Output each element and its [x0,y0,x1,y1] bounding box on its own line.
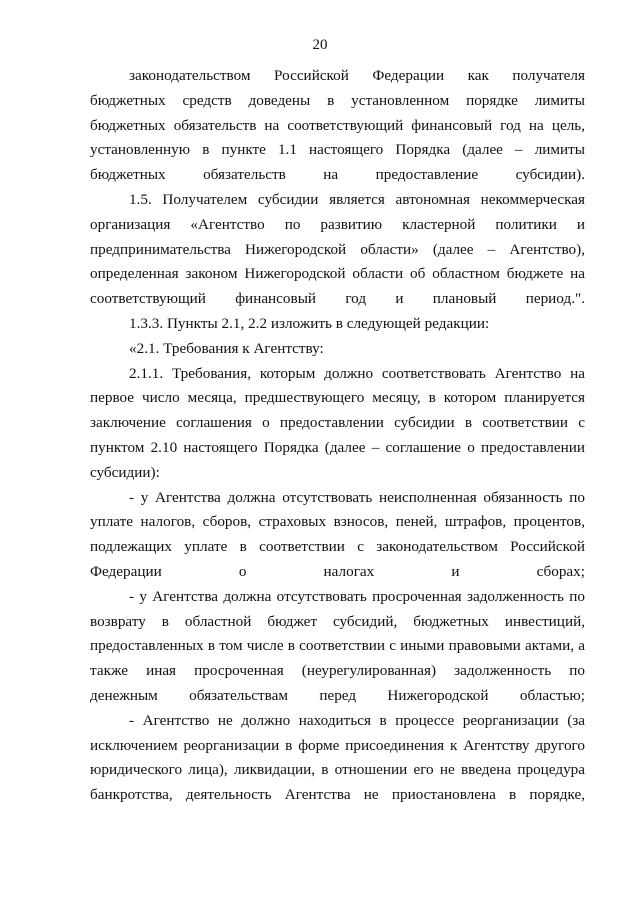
paragraph [90,64,585,188]
text-line: Федерации о налогах и сборах; [90,562,585,580]
document-body [90,64,585,808]
text-line: также иная просроченная (неурегулированная) задолженность по денежным [90,662,585,704]
text-line: на предоставление субсидии). [323,166,585,184]
paragraph [90,362,585,486]
text-line: «2.1. Требования к Агентству: [129,339,324,357]
text-line: - у Агентства должна отсутствовать просроченная задолженность по [129,587,585,605]
text-line: первое число месяца, предшествующего месяцу, в котором планируется [90,389,585,407]
text-line: обязательств на соответствующий финансовый год на цель, установленную [90,116,585,159]
text-line: банкротства, деятельность Агентства не приостановлена в порядке, [90,786,585,804]
text-line: средств доведены в установленном порядке лимиты бюджетных [90,91,585,134]
text-line: исключением реорганизации в форме присоединения к Агентству другого [90,736,585,754]
text-line: субсидии): [90,463,160,481]
text-line: законодательством Российской Федерации как получателя бюджетных [90,67,585,109]
text-line: - у Агентства должна отсутствовать неисполненная обязанность по [129,488,585,506]
paragraph [90,312,585,337]
paragraph [90,585,585,709]
text-line: уплате налогов, сборов, страховых взносов, пеней, штрафов, процентов, [90,513,585,531]
text-line: организация «Агентство по развитию кластерной политики и [90,215,585,233]
text-line: подлежащих уплате в соответствии с законодательством Российской [90,538,585,556]
paragraph [90,709,585,808]
text-line: заключение соглашения о предоставлении субсидии в соответствии с [90,414,585,432]
text-line: возврату в областной бюджет субсидий, бюджетных инвестиций, [90,612,585,630]
text-line: юридического лица), ликвидации, в отношении его не введена процедура [90,761,585,779]
paragraph [90,486,585,585]
text-line: - Агентство не должно находиться в процессе реорганизации (за [129,711,585,729]
text-line: предпринимательства Нижегородской области» (далее – Агентство), [90,240,585,258]
text-line: определенная законом Нижегородской области об областном бюджете на [90,265,585,283]
text-line: 2.1.1. Требования, которым должно соответствовать Агентство на [129,364,585,382]
text-line: обязательствам перед Нижегородской областью; [189,686,585,704]
text-line: соответствующий финансовый год и плановый период.". [90,290,585,308]
paragraph [90,188,585,312]
text-line: 1.3.3. Пункты 2.1, 2.2 изложить в следующей редакции: [129,314,490,332]
text-line: пунктом 2.10 настоящего Порядка (далее – соглашение о предоставлении [90,438,585,456]
paragraph [90,337,585,362]
page-number: 20 [312,37,328,53]
text-line: 1.5. Получателем субсидии является автономная некоммерческая [129,190,585,208]
text-line: в пункте 1.1 настоящего Порядка (далее – лимиты бюджетных обязательств [90,141,585,184]
text-line: предоставленных в том числе в соответствии с иными правовыми актами, а [90,637,585,655]
